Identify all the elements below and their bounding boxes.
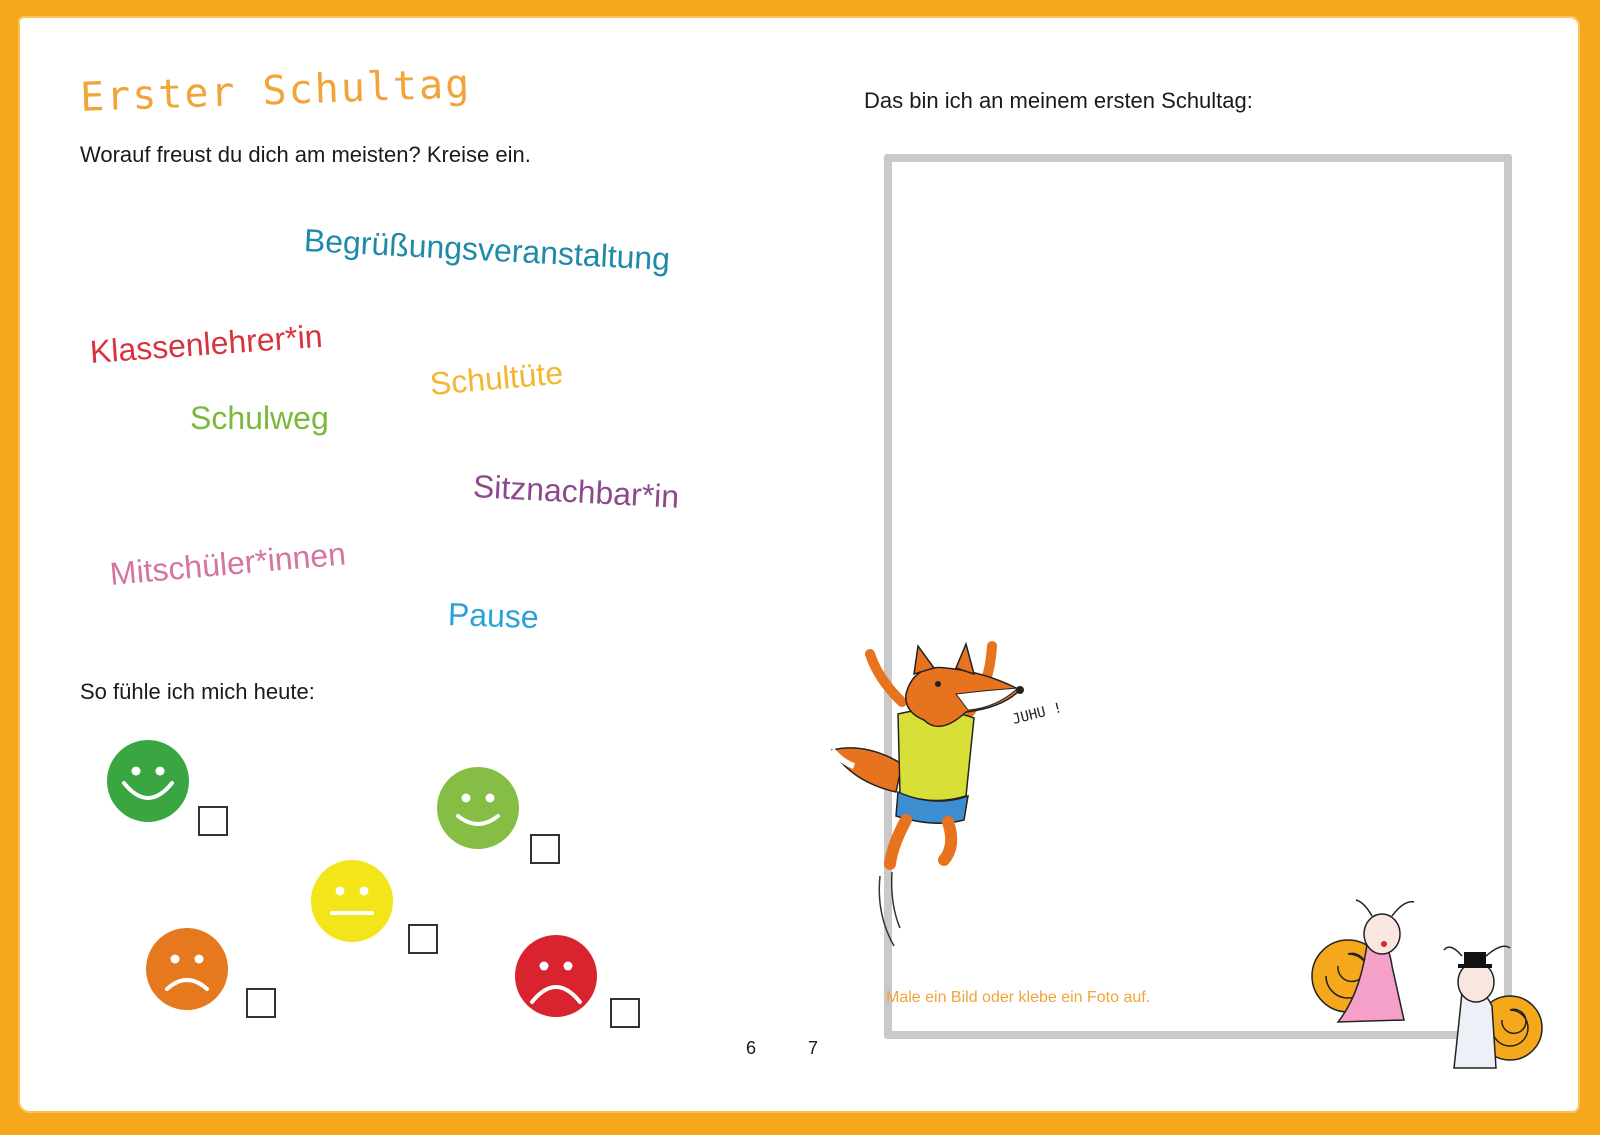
workbook-spread bbox=[18, 16, 1580, 1113]
word-schulweg[interactable]: Schulweg bbox=[190, 400, 329, 436]
page-number-right: 7 bbox=[808, 1038, 819, 1058]
sad-face-icon bbox=[145, 927, 229, 1011]
drawing-caption: Male ein Bild oder klebe ein Foto auf. bbox=[886, 989, 1151, 1006]
word-pause[interactable]: Pause bbox=[447, 596, 540, 636]
word-mitschuelerinnen[interactable]: Mitschüler*innen bbox=[108, 535, 348, 592]
very-happy-face-icon bbox=[106, 739, 190, 823]
word-begruessungsveranstaltung[interactable]: Begrüßungsveranstaltung bbox=[303, 222, 671, 278]
neutral-face-icon bbox=[310, 859, 394, 943]
feeling-label: So fühle ich mich heute: bbox=[80, 679, 315, 704]
fox-illustration-icon bbox=[806, 624, 1086, 954]
drawing-heading: Das bin ich an meinem ersten Schultag: bbox=[864, 88, 1253, 113]
happy-face-icon bbox=[436, 766, 520, 850]
fox-speech-text: JUHU ! bbox=[1010, 700, 1064, 728]
very-sad-checkbox[interactable] bbox=[610, 998, 640, 1028]
neutral-checkbox[interactable] bbox=[408, 924, 438, 954]
very-sad-face-icon bbox=[514, 934, 598, 1018]
question-text: Worauf freust du dich am meisten? Kreise ein. bbox=[80, 142, 531, 167]
word-schultuete[interactable]: Schultüte bbox=[428, 354, 565, 402]
word-klassenlehrerin[interactable]: Klassenlehrer*in bbox=[88, 317, 324, 370]
snail-boy-icon bbox=[1436, 936, 1556, 1076]
word-sitznachbarin[interactable]: Sitznachbar*in bbox=[472, 468, 681, 515]
sad-checkbox[interactable] bbox=[246, 988, 276, 1018]
very-happy-checkbox[interactable] bbox=[198, 806, 228, 836]
page-number-left: 6 bbox=[746, 1038, 757, 1058]
snail-girl-icon bbox=[1308, 896, 1432, 1026]
happy-checkbox[interactable] bbox=[530, 834, 560, 864]
page-title: Erster Schultag bbox=[79, 61, 472, 121]
